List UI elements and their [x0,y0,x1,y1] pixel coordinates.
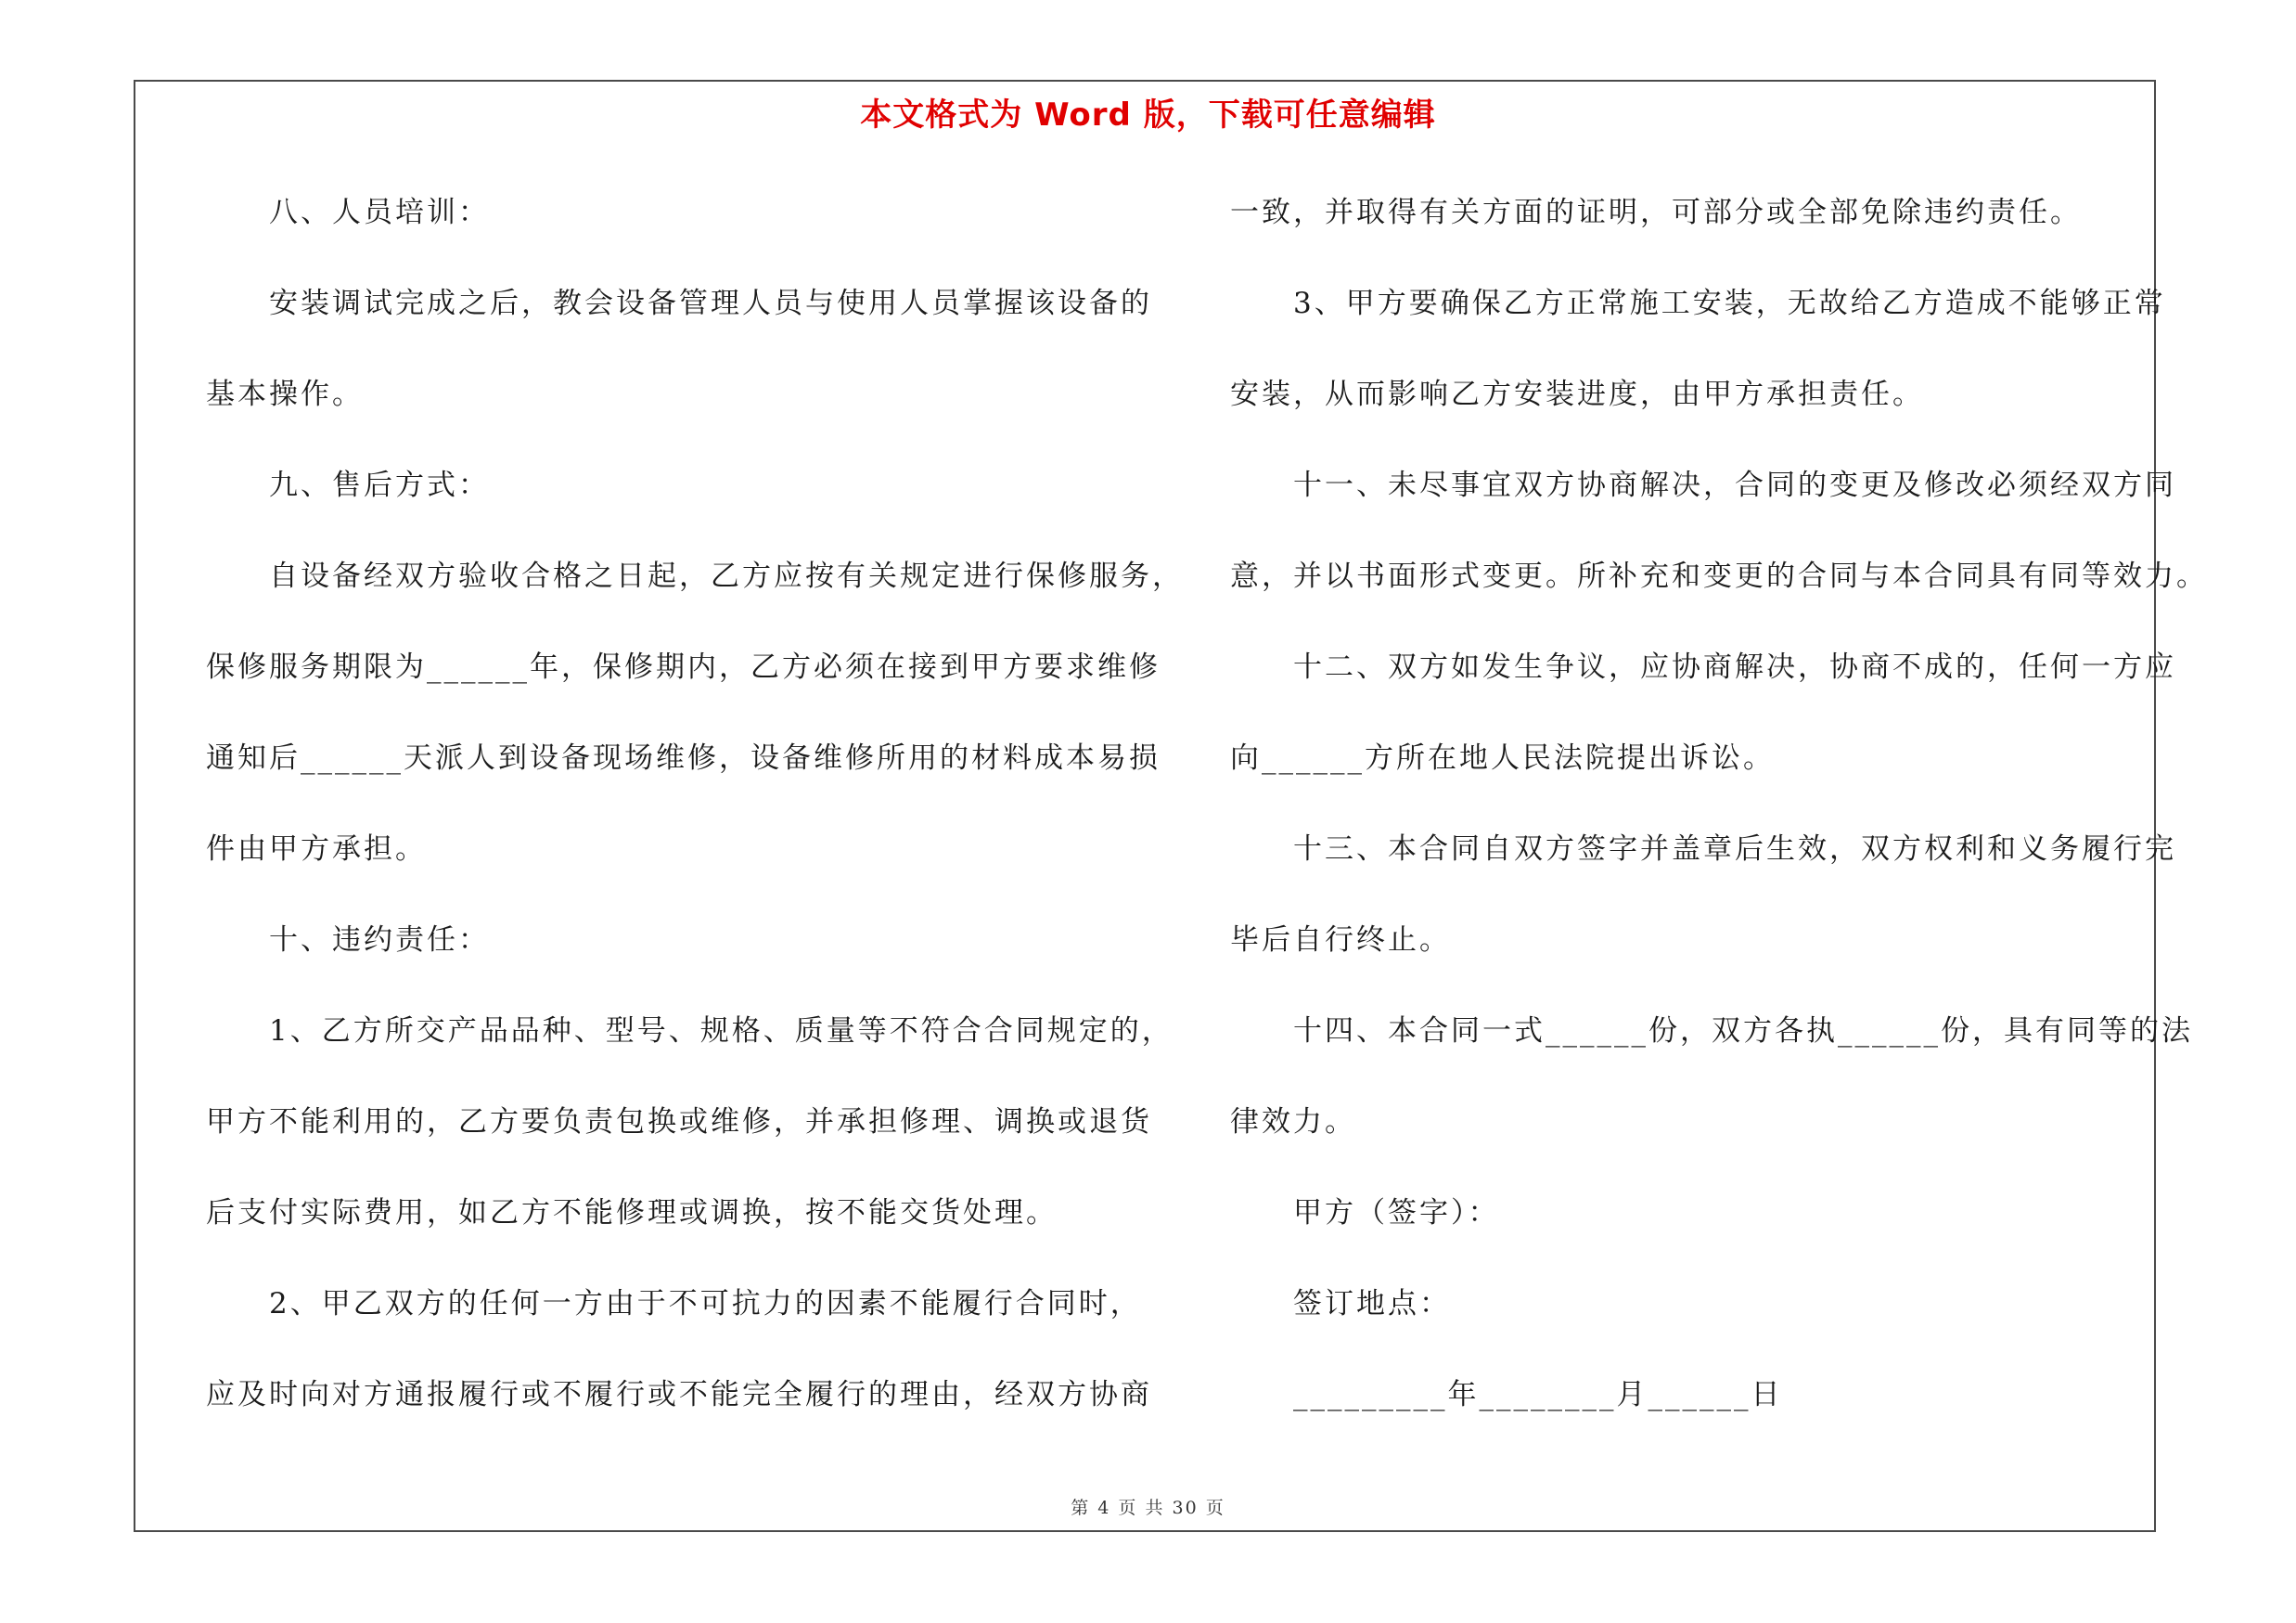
text-line: 1、乙方所交产品品种、型号、规格、质量等不符合合同规定的， [206,1014,1174,1048]
text-line: 毕后自行终止。 [1230,923,1451,957]
text-line: 2、甲乙双方的任何一方由于不可抗力的因素不能履行合同时， [206,1287,1142,1320]
text-line: 十一、未尽事宜双方协商解决，合同的变更及修改必须经双方同 [1230,469,2176,502]
page-number: 第 4 页 共 30 页 [1071,1498,1225,1518]
text-line: 甲方不能利用的，乙方要负责包换或维修，并承担修理、调换或退货 [206,1105,1152,1139]
format-banner: 本文格式为 Word 版，下载可任意编辑 [860,97,1436,134]
text-line: 意，并以书面形式变更。所补充和变更的合同与本合同具有同等效力。 [1230,560,2208,593]
text-line: 后支付实际费用，如乙方不能修理或调换，按不能交货处理。 [206,1196,1058,1230]
text-line: 向______方所在地人民法院提出诉讼。 [1230,741,1775,775]
text-line: 九、售后方式： [206,469,490,502]
text-line: 保修服务期限为______年，保修期内，乙方必须在接到甲方要求维修 [206,650,1161,684]
text-line: 十二、双方如发生争议，应协商解决，协商不成的，任何一方应 [1230,650,2176,684]
left-column [206,182,1184,1455]
right-column [1230,182,2208,1455]
text-line: 3、甲方要确保乙方正常施工安装，无故给乙方造成不能够正常 [1230,287,2166,320]
signing-date-line: _________年________月______日 [1230,1378,1783,1411]
text-line: 件由甲方承担。 [206,832,427,866]
text-line: 基本操作。 [206,378,364,411]
text-line: 通知后______天派人到设备现场维修，设备维修所用的材料成本易损 [206,741,1161,775]
text-line: 十三、本合同自双方签字并盖章后生效，双方权利和义务履行完 [1230,832,2176,866]
text-line: 自设备经双方验收合格之日起，乙方应按有关规定进行保修服务， [206,560,1184,593]
text-line: 一致，并取得有关方面的证明，可部分或全部免除违约责任。 [1230,196,2082,229]
text-line: 安装调试完成之后，教会设备管理人员与使用人员掌握该设备的 [206,287,1152,320]
text-line: 应及时向对方通报履行或不履行或不能完全履行的理由，经双方协商 [206,1378,1152,1411]
text-line: 十四、本合同一式______份，双方各执______份，具有同等的法 [1230,1014,2193,1048]
signing-place-label: 签订地点： [1230,1287,1451,1320]
text-line: 律效力。 [1230,1105,1356,1139]
text-line: 安装，从而影响乙方安装进度，由甲方承担责任。 [1230,378,1924,411]
signature-party-a-label: 甲方（签字）： [1230,1196,1500,1230]
text-line: 十、违约责任： [206,923,490,957]
text-line: 八、人员培训： [206,196,490,229]
